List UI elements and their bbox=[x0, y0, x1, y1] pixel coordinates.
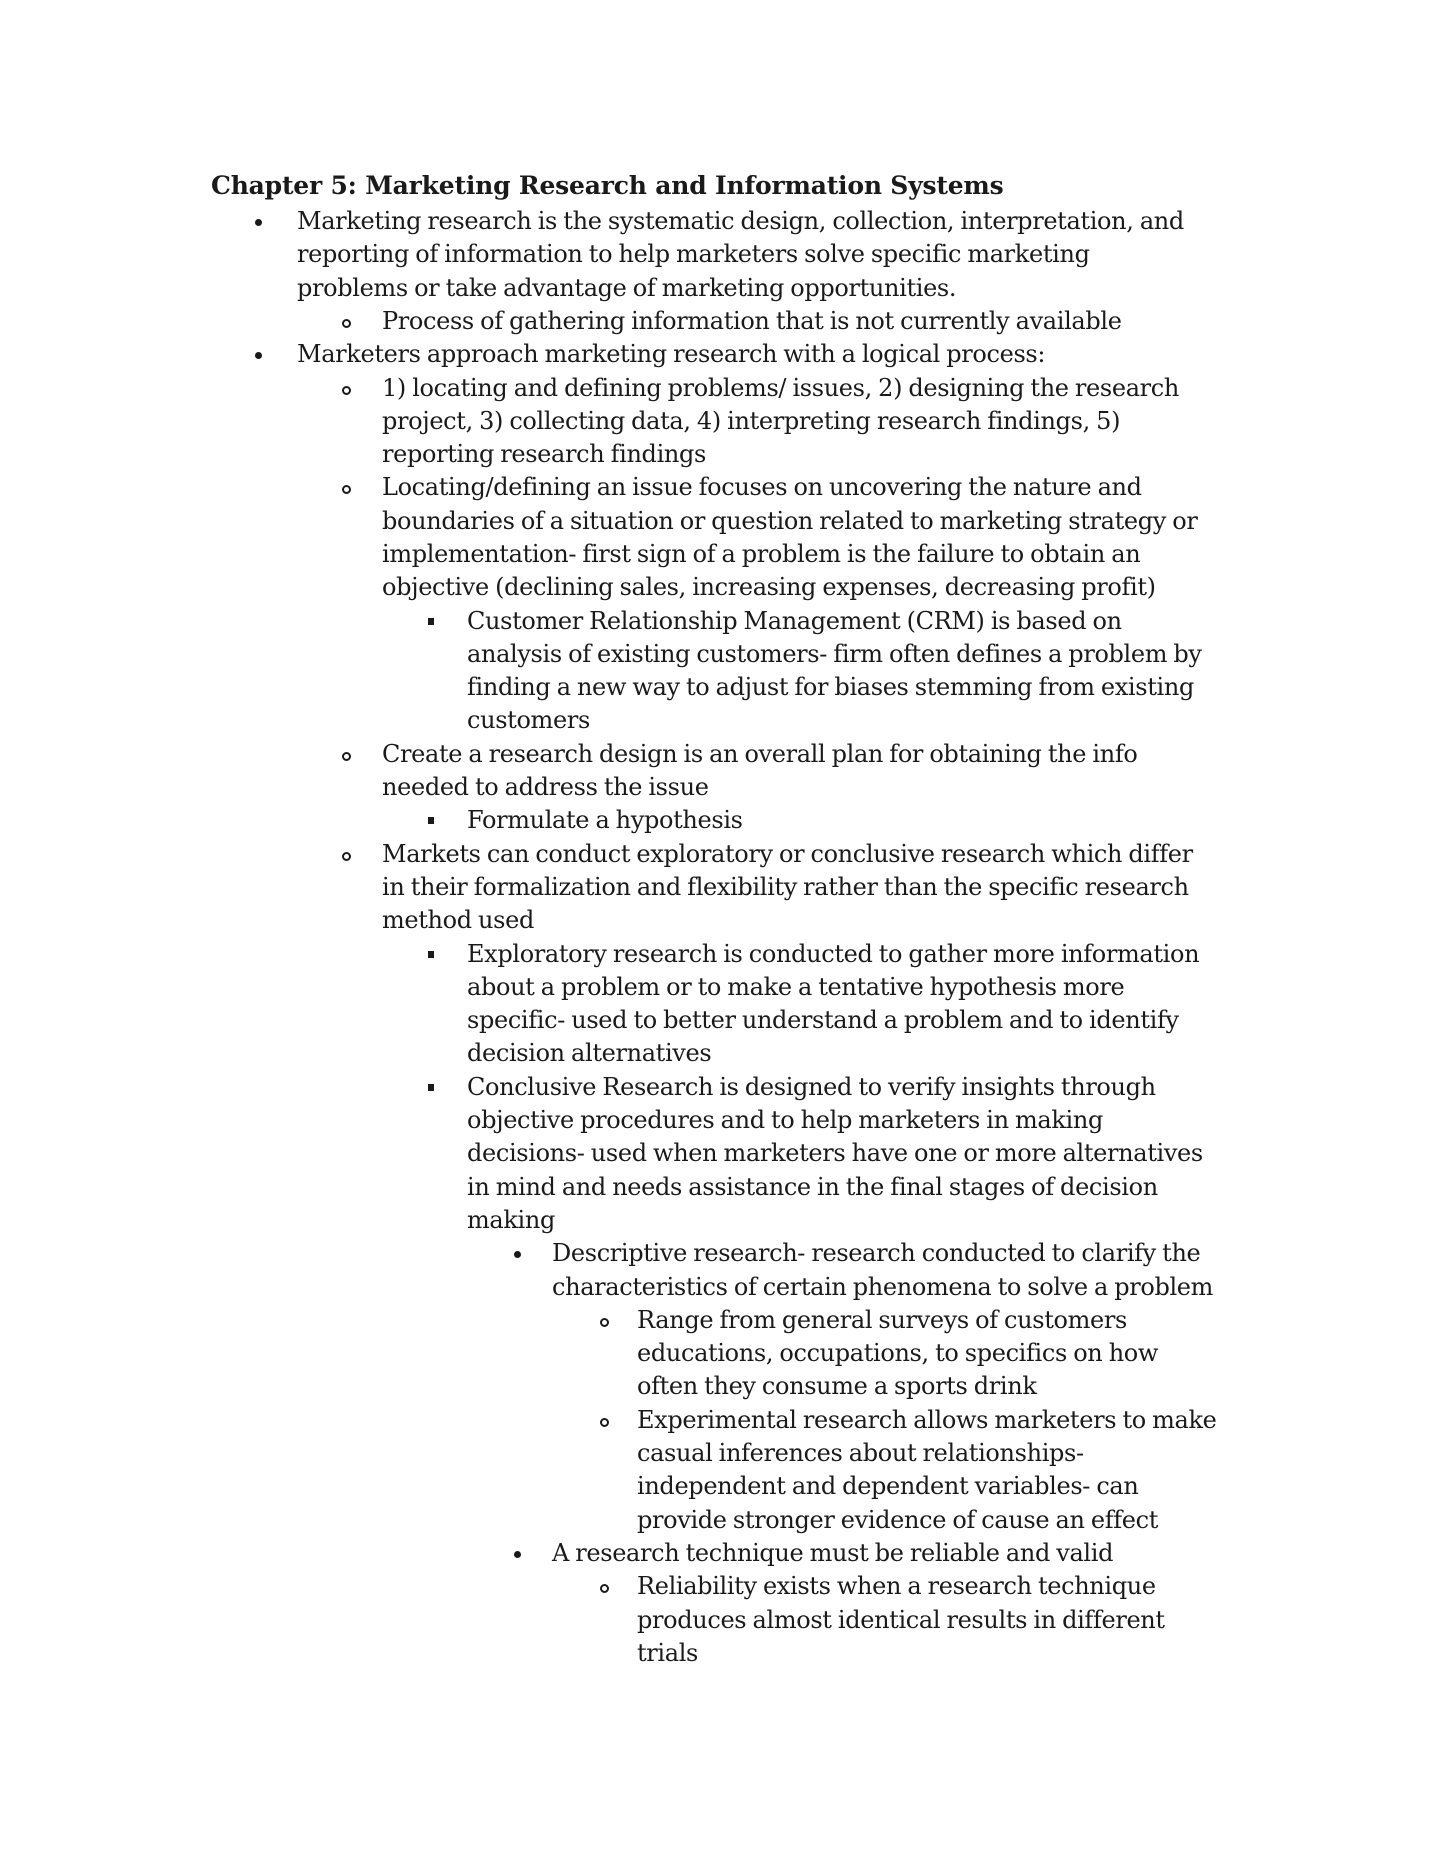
list-item-line: decisions- used when marketers have one or more alternatives bbox=[467, 1139, 1203, 1168]
list-item-line: Descriptive research- research conducted to clarify the bbox=[552, 1239, 1201, 1268]
list-item-line: in their formalization and flexibility rather than the specific research bbox=[382, 872, 1189, 901]
list-item-line: Locating/defining an issue focuses on uncovering the nature and bbox=[382, 473, 1142, 502]
list-item-line: decision alternatives bbox=[467, 1039, 712, 1068]
list-item-line: objective procedures and to help marketers in making bbox=[467, 1106, 1104, 1135]
list-item bbox=[297, 205, 1217, 305]
list-item bbox=[382, 838, 1242, 938]
list-item bbox=[637, 1304, 1237, 1404]
list-item-line: implementation- first sign of a problem is the failure to obtain an bbox=[382, 539, 1141, 568]
list-item-line: Formulate a hypothesis bbox=[467, 806, 743, 835]
list-item-line: produces almost identical results in different bbox=[637, 1605, 1165, 1634]
list-item-line: problems or take advantage of marketing opportunities. bbox=[297, 273, 957, 302]
list-item bbox=[552, 1537, 1242, 1570]
list-item-line: reporting of information to help marketers solve specific marketing bbox=[297, 240, 1090, 269]
list-item-line: needed to address the issue bbox=[382, 773, 709, 802]
list-item bbox=[467, 938, 1237, 1071]
list-item bbox=[382, 471, 1242, 604]
list-item-line: in mind and needs assistance in the final stages of decision bbox=[467, 1172, 1158, 1201]
list-item-line: method used bbox=[382, 906, 534, 935]
list-item-line: analysis of existing customers- firm often defines a problem by bbox=[467, 639, 1202, 668]
list-item-line: Reliability exists when a research technique bbox=[637, 1572, 1156, 1601]
list-item-line: A research technique must be reliable and valid bbox=[552, 1539, 1114, 1567]
list-item-line: Conclusive Research is designed to verify insights through bbox=[467, 1072, 1156, 1101]
list-item-line: Experimental research allows marketers to make bbox=[637, 1405, 1217, 1434]
list-item-line: about a problem or to make a tentative hypothesis more bbox=[467, 972, 1125, 1001]
list-item-line: educations, occupations, to specifics on how bbox=[637, 1339, 1159, 1368]
list-item-line: Exploratory research is conducted to gather more information bbox=[467, 939, 1200, 968]
page-title: Chapter 5: Marketing Research and Information Systems bbox=[211, 171, 1004, 200]
list-item bbox=[382, 738, 1242, 805]
list-item-line: 1) locating and defining problems/ issues, 2) designing the research bbox=[382, 373, 1180, 402]
list-item-line: Range from general surveys of customers bbox=[637, 1305, 1127, 1334]
list-item-line: characteristics of certain phenomena to solve a problem bbox=[552, 1272, 1214, 1301]
list-item-line: independent and dependent variables- can bbox=[637, 1472, 1139, 1501]
list-item bbox=[382, 372, 1242, 472]
list-item-line: provide stronger evidence of cause an effect bbox=[637, 1505, 1159, 1534]
list-item-line: Markets can conduct exploratory or conclusive research which differ bbox=[382, 839, 1193, 868]
list-item-line: Process of gathering information that is not currently available bbox=[382, 306, 1122, 335]
list-item-line: finding a new way to adjust for biases stemming from existing bbox=[467, 673, 1194, 702]
list-item bbox=[637, 1404, 1237, 1537]
list-item-line: Marketers approach marketing research with a logical process: bbox=[297, 340, 1046, 369]
list-item bbox=[382, 305, 1242, 338]
list-item-line: customers bbox=[467, 706, 590, 735]
list-item-line: project, 3) collecting data, 4) interpreting research findings, 5) bbox=[382, 406, 1121, 435]
list-item-line: casual inferences about relationships- bbox=[637, 1439, 1084, 1468]
list-item bbox=[467, 605, 1237, 738]
list-item-line: Create a research design is an overall plan for obtaining the info bbox=[382, 739, 1138, 768]
list-item-line: Customer Relationship Management (CRM) is based on bbox=[467, 606, 1122, 635]
list-item bbox=[637, 1570, 1237, 1670]
list-item-line: specific- used to better understand a problem and to identify bbox=[467, 1006, 1179, 1035]
list-item-line: often they consume a sports drink bbox=[637, 1372, 1037, 1401]
list-item-line: objective (declining sales, increasing expenses, decreasing profit) bbox=[382, 573, 1156, 602]
list-item-line: reporting research findings bbox=[382, 440, 706, 469]
list-item bbox=[467, 1071, 1237, 1237]
list-item-line: boundaries of a situation or question related to marketing strategy or bbox=[382, 506, 1198, 535]
list-item bbox=[467, 804, 1237, 837]
list-item bbox=[297, 338, 1217, 371]
list-item-line: making bbox=[467, 1205, 556, 1234]
list-item-line: Marketing research is the systematic design, collection, interpretation, and bbox=[297, 207, 1184, 235]
list-item-line: trials bbox=[637, 1638, 698, 1667]
list-item bbox=[552, 1237, 1242, 1304]
